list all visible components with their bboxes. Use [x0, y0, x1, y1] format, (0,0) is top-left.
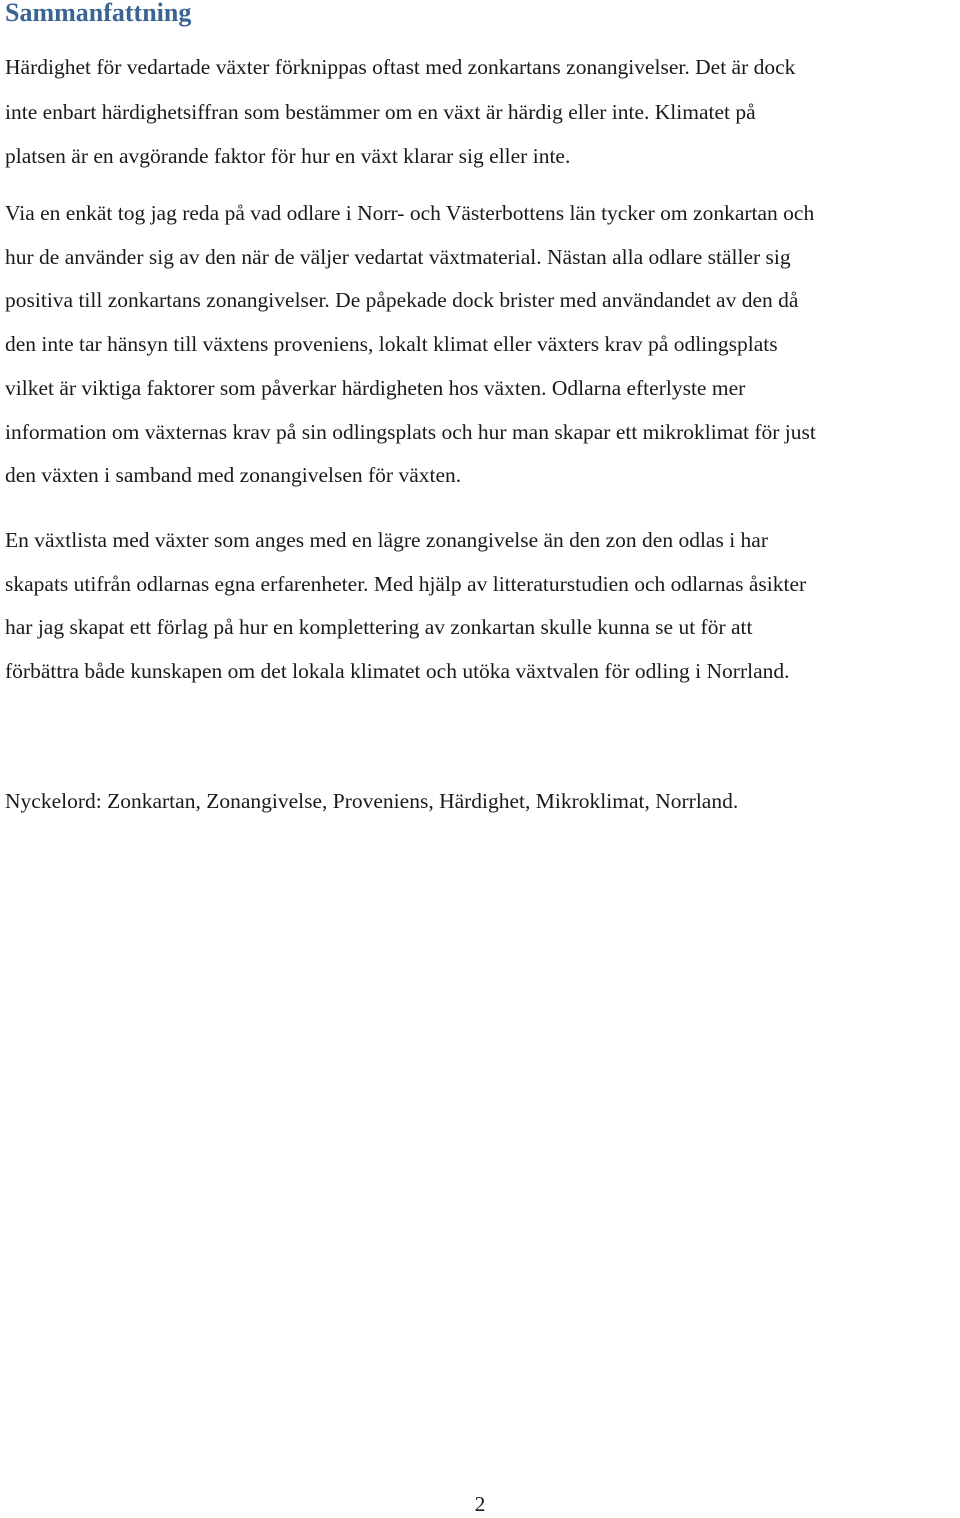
text-line: Via en enkät tog jag reda på vad odlare i Norr- och Västerbottens län tycker om zonkartan och	[5, 201, 815, 225]
text-line: Härdighet för vedartade växter förknippas oftast med zonkartans zonangivelser. Det är dock	[5, 55, 796, 79]
text-line: positiva till zonkartans zonangivelser. De påpekade dock brister med användandet av den då	[5, 288, 799, 313]
text-line: inte enbart härdighetsiffran som bestämmer om en växt är härdig eller inte. Klimatet på	[5, 99, 756, 124]
text-line: hur de använder sig av den när de väljer vedartat växtmaterial. Nästan alla odlare ställer sig	[5, 244, 791, 269]
text-line: den växten i samband med zonangivelsen för växten.	[5, 463, 462, 488]
text-line: platsen är en avgörande faktor för hur en växt klarar sig eller inte.	[5, 144, 571, 168]
text-line: En växtlista med växter som anges med en lägre zonangivelse än den zon den odlas i har	[5, 528, 768, 552]
paragraph-survey	[5, 192, 960, 498]
text-line: information om växternas krav på sin odlingsplats och hur man skapar ett mikroklimat för just	[5, 419, 816, 444]
keywords-line: Nyckelord: Zonkartan, Zonangivelse, Proveniens, Härdighet, Mikroklimat, Norrland.	[5, 789, 739, 813]
page-number: 2	[474, 1492, 486, 1516]
text-line: vilket är viktiga faktorer som påverkar härdigheten hos växten. Odlarna efterlyste mer	[5, 375, 746, 400]
section-heading: Sammanfattning	[5, 0, 192, 27]
text-line: den inte tar hänsyn till växtens proveniens, lokalt klimat eller växters krav på odlingsplats	[5, 332, 778, 357]
text-line: förbättra både kunskapen om det lokala klimatet och utöka växtvalen för odling i Norrland.	[5, 659, 790, 684]
paragraph-intro	[5, 45, 960, 179]
paragraph-plantlist	[5, 519, 960, 694]
text-line: skapats utifrån odlarnas egna erfarenheter. Med hjälp av litteraturstudien och odlarnas åsikter	[5, 571, 807, 596]
text-line: har jag skapat ett förlag på hur en komplettering av zonkartan skulle kunna se ut för att	[5, 615, 753, 640]
